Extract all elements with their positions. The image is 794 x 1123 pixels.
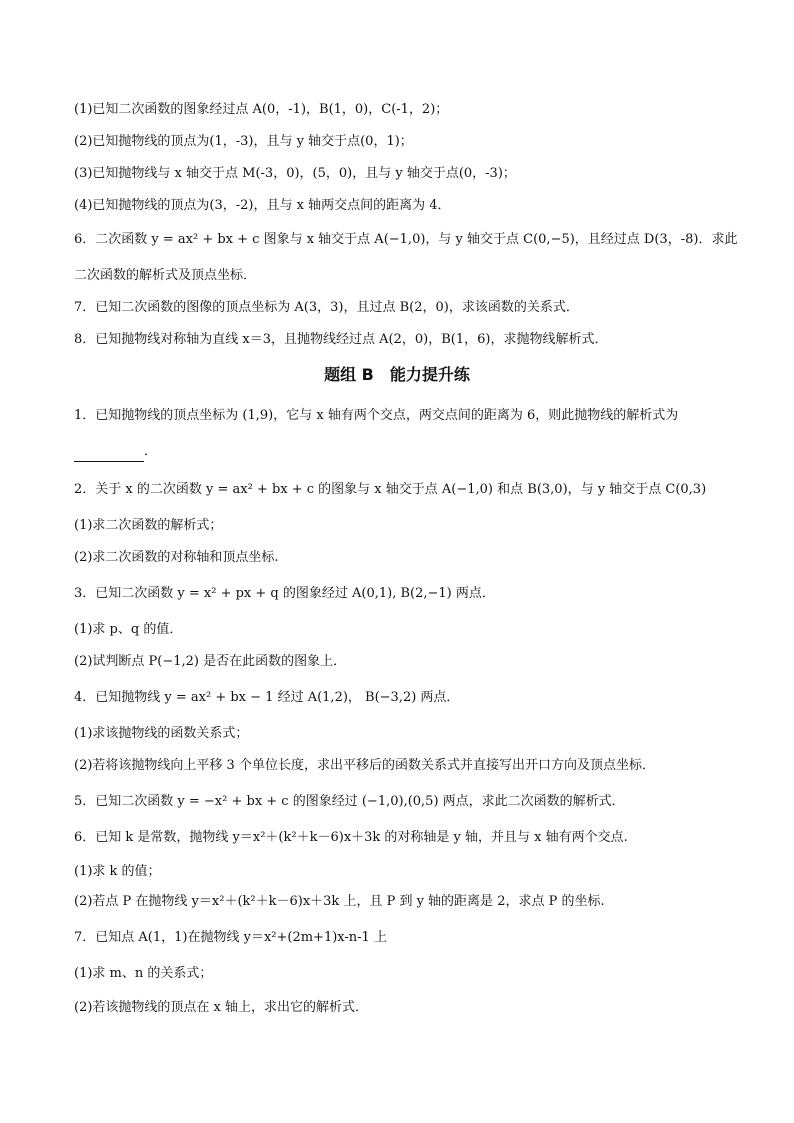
- section-title: 题组 B 能力提升练: [324, 365, 470, 384]
- answer-blank-end: ．: [144, 444, 158, 459]
- text-line: (3)已知抛物线与 x 轴交于点 M(-3，0)，(5，0)，且与 y 轴交于点(0，-3)；: [74, 166, 516, 181]
- text-line: 2．关于 x 的二次函数 y = ax² + bx + c 的图象与 x 轴交于点 A(−1,0) 和点 B(3,0)，与 y 轴交于点 C(0,3): [74, 482, 707, 497]
- text-line: (1)求 k 的值；: [74, 864, 161, 879]
- text-line: (2)已知抛物线的顶点为(1，-3)，且与 y 轴交于点(0，1)；: [74, 134, 413, 149]
- text-line: 6．二次函数 y = ax² + bx + c 图象与 x 轴交于点 A(−1,0)，与 y 轴交于点 C(0,−5)，且经过点 D(3，-8)．求此: [74, 232, 738, 247]
- text-line: (2)求二次函数的对称轴和顶点坐标.: [74, 550, 279, 565]
- text-line: 7．已知二次函数的图像的顶点坐标为 A(3，3)，且过点 B(2，0)，求该函数的关系式．: [74, 300, 579, 315]
- text-line: (2)若点 P 在抛物线 y＝x²＋(k²＋k－6)x＋3k 上，且 P 到 y 轴的距离是 2，求点 P 的坐标.: [74, 894, 605, 909]
- text-line: (2)若将该抛物线向上平移 3 个单位长度，求出平移后的函数关系式并直接写出开口方向及顶点坐标．: [74, 758, 655, 773]
- text-line: 8．已知抛物线对称轴为直线 x＝3，且抛物线经过点 A(2，0)，B(1，6)，求抛物线解析式．: [74, 332, 608, 347]
- text-line: (1)求 p、q 的值．: [74, 622, 183, 637]
- text-line: (1)求二次函数的解析式；: [74, 518, 223, 533]
- answer-blank: [74, 447, 144, 462]
- text-line: 4．已知抛物线 y = ax² + bx − 1 经过 A(1,2)， B(−3,2) 两点．: [74, 690, 460, 705]
- text-line: 1．已知抛物线的顶点坐标为 (1,9)，它与 x 轴有两个交点，两交点间的距离为 6，则此抛物线的解析式为: [74, 408, 679, 423]
- text-line: (2)试判断点 P(−1,2) 是否在此函数的图象上．: [74, 654, 347, 669]
- text-line: 7．已知点 A(1，1)在抛物线 y＝x²+(2m+1)x-n-1 上: [74, 930, 387, 945]
- text-line: (4)已知抛物线的顶点为(3，-2)，且与 x 轴两交点间的距离为 4．: [74, 198, 451, 213]
- text-line: 5．已知二次函数 y = −x² + bx + c 的图象经过 (−1,0),(0,5) 两点，求此二次函数的解析式．: [74, 794, 625, 809]
- text-line: (1)求该抛物线的函数关系式；: [74, 726, 249, 741]
- text-line: 3．已知二次函数 y = x² + px + q 的图象经过 A(0,1), B(2,−1) 两点．: [74, 586, 495, 601]
- text-line: 6．已知 k 是常数，抛物线 y＝x²＋(k²＋k－6)x＋3k 的对称轴是 y 轴，并且与 x 轴有两个交点.: [74, 830, 628, 845]
- text-line: (1)求 m、n 的关系式；: [74, 966, 213, 981]
- text-line: 二次函数的解析式及顶点坐标．: [74, 268, 257, 283]
- text-line: (2)若该抛物线的顶点在 x 轴上，求出它的解析式．: [74, 1000, 369, 1015]
- text-line: (1)已知二次函数的图象经过点 A(0，-1)，B(1，0)，C(-1，2)；: [74, 102, 449, 117]
- answer-line: [74, 442, 734, 462]
